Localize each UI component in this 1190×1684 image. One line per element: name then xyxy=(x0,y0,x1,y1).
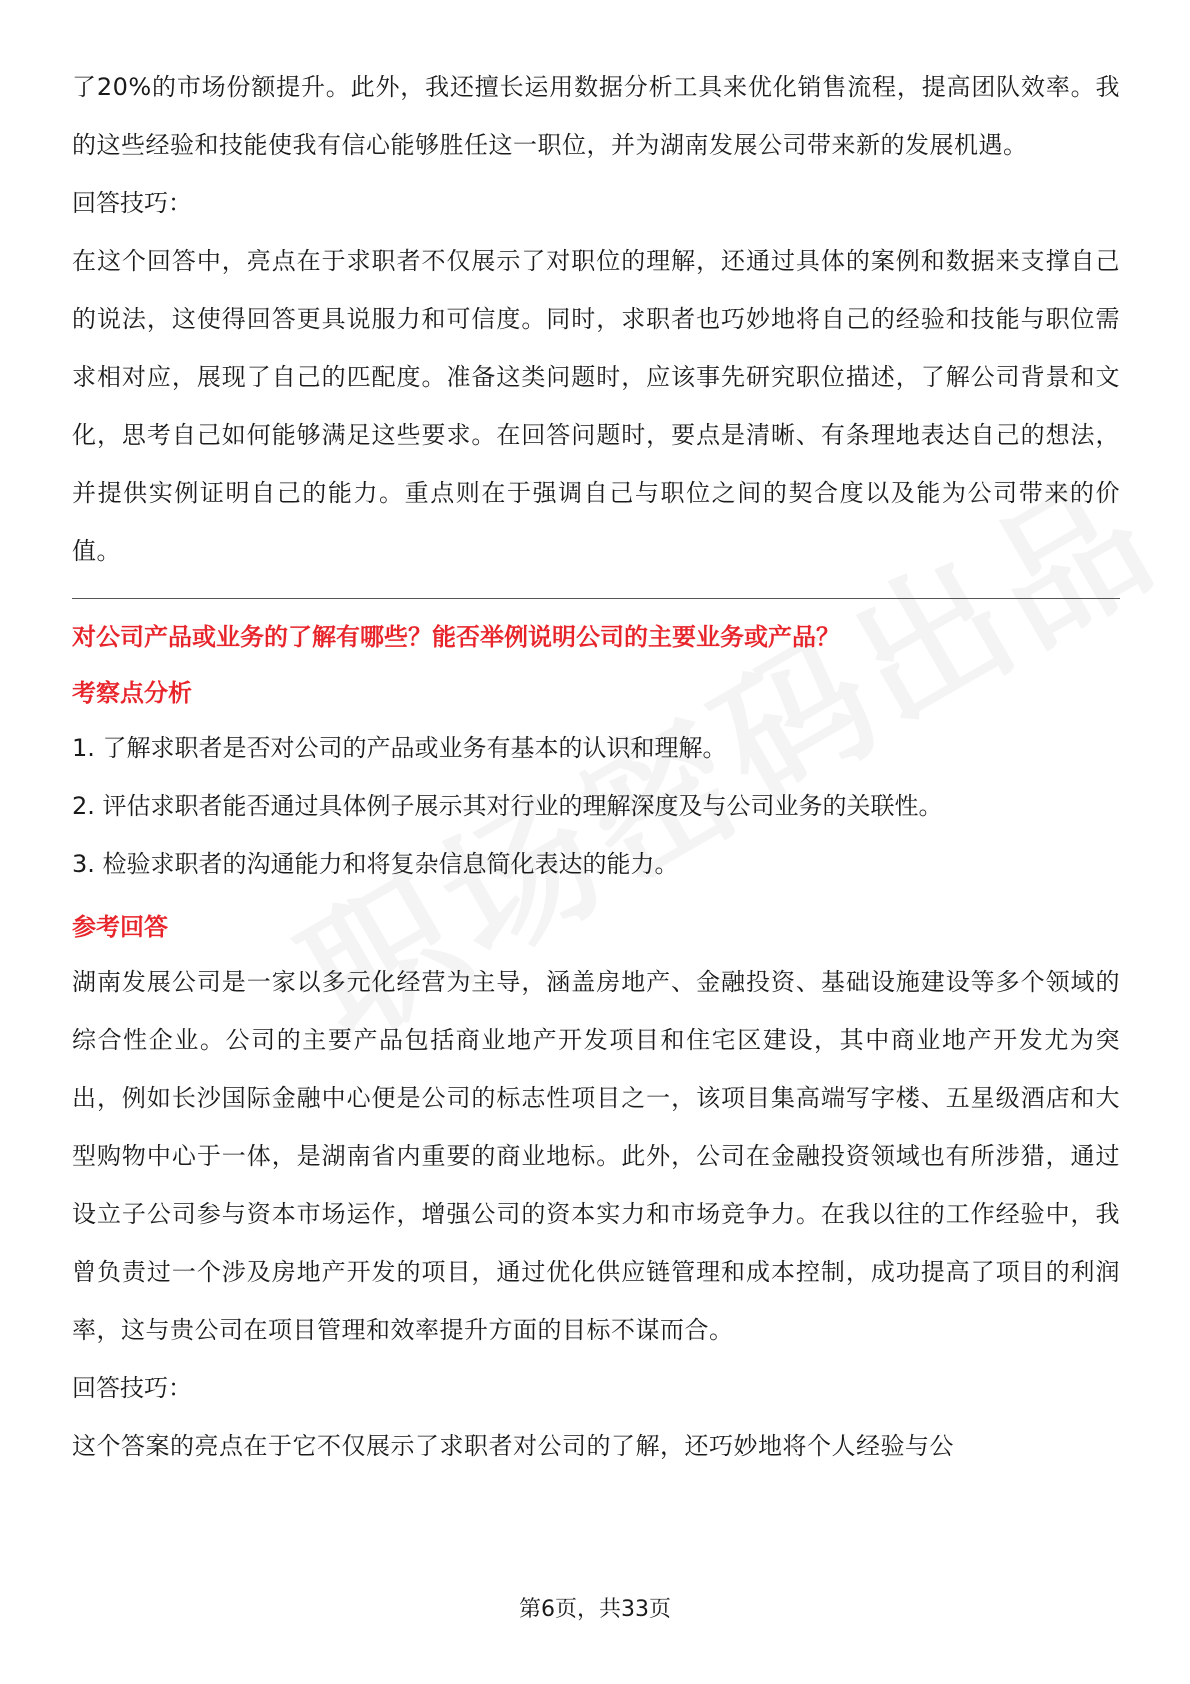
analysis-item: 3. 检验求职者的沟通能力和将复杂信息简化表达的能力。 xyxy=(72,850,679,878)
document-body xyxy=(72,58,1120,1475)
analysis-heading: 考察点分析 xyxy=(72,679,192,707)
question-title: 对公司产品或业务的了解有哪些？能否举例说明公司的主要业务或产品？ xyxy=(72,623,840,651)
tips-paragraph: 这个答案的亮点在于它不仅展示了求职者对公司的了解，还巧妙地将个人经验与公 xyxy=(72,1432,954,1460)
tips-label: 回答技巧： xyxy=(72,1374,192,1402)
section-divider xyxy=(72,598,1120,599)
tips-label: 回答技巧： xyxy=(72,189,192,217)
page-footer: 第6页，共33页 xyxy=(519,1597,671,1622)
answer-paragraph: 湖南发展公司是一家以多元化经营为主导，涵盖房地产、金融投资、基础设施建设等多个领域的综合性企业。公司的主要产品包括商业地产开发项目和住宅区建设，其中商业地产开发尤为突出，例如长沙国际金融中心便是公司的标志性项目之一，该项目集高端写字楼、五星级酒店和大型购物中心于一体，是湖南省内重要的商业地标。此外，公司在金融投资领域也有所涉猎，通过设立子公司参与资本市场运作，增强公司的资本实力和市场竞争力。在我以往的工作经验中，我曾负责过一个涉及房地产开发的项目，通过优化供应链管理和成本控制，成功提高了项目的利润率，这与贵公司在项目管理和效率提升方面的目标不谋而合。 xyxy=(72,968,1120,1344)
intro-paragraph: 了20%的市场份额提升。此外，我还擅长运用数据分析工具来优化销售流程，提高团队效率。我的这些经验和技能使我有信心能够胜任这一职位，并为湖南发展公司带来新的发展机遇。 xyxy=(72,73,1120,159)
analysis-item: 2. 评估求职者能否通过具体例子展示其对行业的理解深度及与公司业务的关联性。 xyxy=(72,792,943,820)
answer-heading: 参考回答 xyxy=(72,913,168,941)
tips-paragraph: 在这个回答中，亮点在于求职者不仅展示了对职位的理解，还通过具体的案例和数据来支撑自己的说法，这使得回答更具说服力和可信度。同时，求职者也巧妙地将自己的经验和技能与职位需求相对应，展现了自己的匹配度。准备这类问题时，应该事先研究职位描述，了解公司背景和文化，思考自己如何能够满足这些要求。在回答问题时，要点是清晰、有条理地表达自己的想法，并提供实例证明自己的能力。重点则在于强调自己与职位之间的契合度以及能为公司带来的价值。 xyxy=(72,247,1120,565)
analysis-item: 1. 了解求职者是否对公司的产品或业务有基本的认识和理解。 xyxy=(72,734,727,762)
